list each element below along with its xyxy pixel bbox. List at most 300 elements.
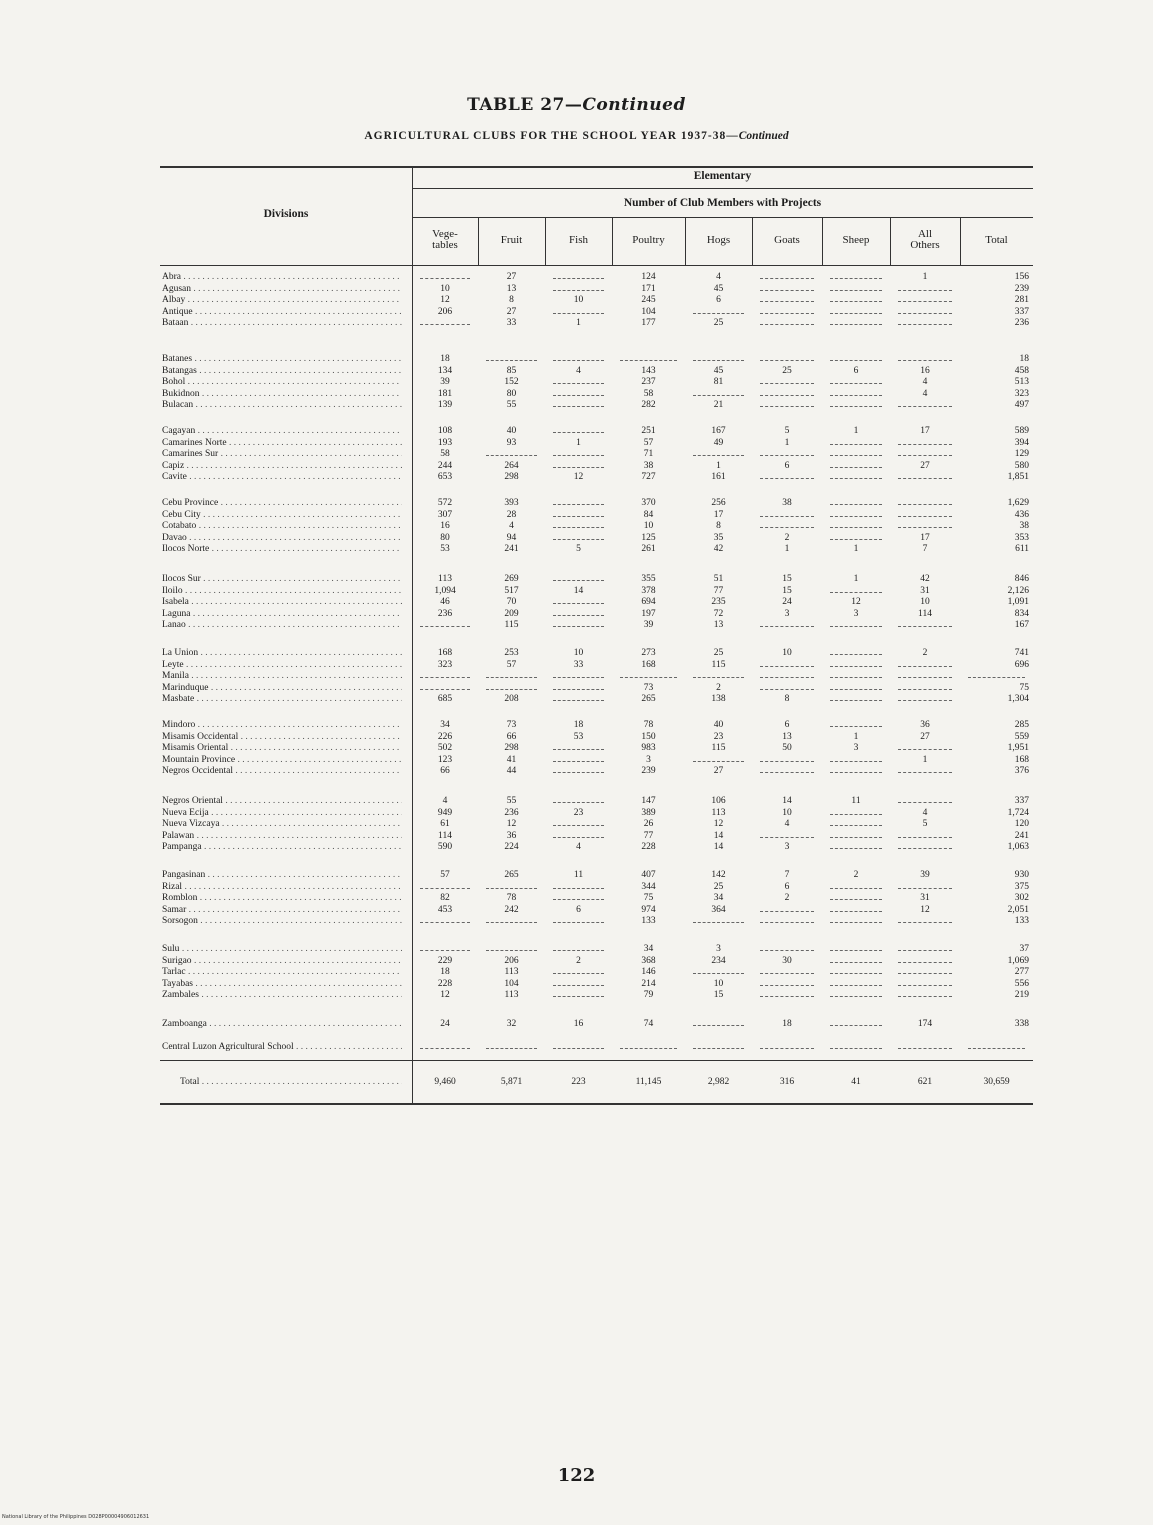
table-cell: 502 [437,743,453,753]
table-cell: 10 [920,597,930,607]
table-cell: 580 [1014,460,1029,471]
table-cell: 73 [506,720,517,730]
table-cell: 77 [643,830,654,841]
table-cell: 27 [713,766,724,776]
empty-cell-dash [968,1048,1025,1049]
table-cell: 12 [506,819,517,829]
table-cell: 113 [504,990,519,1000]
table-cell: 1 [576,437,581,448]
table-cell: 2 [922,648,928,658]
table-cell: 1 [784,544,790,554]
empty-cell-dash [553,996,604,997]
table-cell: 2,051 [1007,904,1029,915]
table-cell: 75 [643,893,654,903]
empty-cell-dash [898,455,952,456]
table-cell: 611 [1015,544,1029,554]
empty-cell-dash [830,825,882,826]
empty-cell-dash [760,973,814,974]
table-cell: 167 [1014,620,1029,630]
table-cell: 152 [504,377,519,387]
table-cell: 25 [713,881,724,892]
empty-cell-dash [760,761,814,762]
division-name: Ilocos Norte . . . [162,543,402,555]
table-cell: 13 [782,731,792,742]
table-cell: 24 [440,1019,450,1029]
table-cell: 694 [641,597,656,607]
empty-cell-dash [898,700,952,701]
empty-cell-dash [760,689,814,690]
empty-cell-dash [898,478,952,479]
total-cell: 30,659 [983,1077,1010,1087]
division-name: Sorsogon . . . [162,915,402,927]
empty-cell-dash [693,677,744,678]
table-cell: 27 [506,272,517,282]
table-cell: 44 [506,766,517,776]
table-cell: 355 [641,574,656,584]
table-cell: 234 [711,955,726,966]
table-cell: 394 [1014,437,1029,448]
division-name: Marinduque . . . [162,682,402,694]
table-cell: 74 [643,1019,654,1029]
table-cell: 73 [643,682,654,693]
table-cell: 393 [504,498,519,508]
empty-cell-dash [486,360,537,361]
empty-cell-dash [760,985,814,986]
division-name: Negros Occidental . . . [162,765,402,777]
empty-cell-dash [693,313,744,314]
table-cell: 39 [643,620,654,630]
total-cell: 2,982 [707,1077,730,1087]
table-cell: 228 [641,842,656,852]
table-cell: 13 [713,620,724,630]
table-title [0,95,1153,115]
empty-cell-dash [760,478,814,479]
division-name: Cebu Province . . . [162,497,402,509]
table-cell: 559 [1014,731,1029,742]
table-cell: 18 [573,720,584,730]
table-cell: 11 [573,870,584,880]
empty-cell-dash [760,527,814,528]
table-cell: 24 [782,597,792,607]
table-cell: 77 [713,585,724,596]
table-cell: 25 [782,365,792,376]
empty-cell-dash [898,996,952,997]
empty-cell-dash [898,626,952,627]
table-cell: 3 [853,743,859,753]
empty-cell-dash [830,395,882,396]
empty-cell-dash [760,278,814,279]
table-cell: 353 [1014,532,1029,543]
table-cell: 31 [920,893,930,903]
empty-cell-dash [830,383,882,384]
table-cell: 12 [851,597,861,607]
empty-cell-dash [553,749,604,750]
table-cell: 18 [1019,354,1029,364]
footer-credit: National Library of the Philippines D028P00004906012631 [2,1514,150,1520]
table-cell: 146 [641,967,656,977]
empty-cell-dash [620,1048,677,1049]
table-cell: 302 [1014,893,1029,903]
table-cell: 5 [784,426,790,436]
table-cell: 147 [641,796,656,806]
division-name: Albay . . . [162,294,402,306]
table-subtitle [0,130,1153,142]
table-cell: 949 [437,807,453,818]
empty-cell-dash [830,761,882,762]
empty-cell-dash [486,689,537,690]
empty-cell-dash [898,290,952,291]
table-cell: 16 [573,1019,584,1029]
empty-cell-dash [486,455,537,456]
table-cell: 168 [437,648,453,658]
empty-cell-dash [486,922,537,923]
column-header: Fruit [500,234,523,246]
page-number: 122 [557,1465,596,1486]
table-cell: 285 [1014,720,1029,730]
table-cell: 10 [440,283,450,294]
table-cell: 17 [713,509,724,520]
empty-cell-dash [553,603,604,604]
table-cell: 8 [784,694,790,704]
table-cell: 6 [784,881,790,892]
empty-cell-dash [553,527,604,528]
table-cell: 12 [920,904,930,915]
table-cell: 34 [643,944,654,954]
table-cell: 134 [437,365,453,376]
empty-cell-dash [830,278,882,279]
division-name: Lanao . . . [162,619,402,631]
table-cell: 1 [922,272,928,282]
division-name: Sulu . . . [162,943,402,955]
empty-cell-dash [830,1025,882,1026]
table-cell: 93 [506,437,517,448]
empty-cell-dash [898,837,952,838]
table-cell: 206 [437,306,453,317]
empty-cell-dash [830,700,882,701]
table-cell: 133 [641,916,656,926]
table-cell: 3 [784,842,790,852]
empty-cell-dash [553,950,604,951]
table-cell: 55 [506,400,517,410]
table-cell: 15 [713,990,724,1000]
empty-cell-dash [553,772,604,773]
table-cell: 265 [641,694,656,704]
table-cell: 51 [713,574,724,584]
table-cell: 256 [711,498,726,508]
empty-cell-dash [830,290,882,291]
division-name: Bukidnon . . . [162,388,402,400]
division-name: Camarines Norte . . . [162,437,402,449]
table-cell: 1,629 [1007,498,1029,508]
division-name: Leyte . . . [162,659,402,671]
table-cell: 113 [438,574,452,584]
table-cell: 4 [576,365,581,376]
table-cell: 36 [506,830,517,841]
table-cell: 58 [643,388,654,399]
table-cell: 193 [437,437,453,448]
table-cell: 33 [573,659,584,670]
empty-cell-dash [553,837,604,838]
empty-cell-dash [486,950,537,951]
empty-cell-dash [553,406,604,407]
table-cell: 344 [641,881,656,892]
division-name: Bohol . . . [162,376,402,388]
division-name: Mountain Province . . . [162,754,402,766]
table-cell: 741 [1014,648,1029,658]
table-cell: 28 [506,509,517,520]
table-cell: 375 [1014,881,1029,892]
table-cell: 171 [641,283,656,294]
table-cell: 115 [711,743,726,753]
table-cell: 4 [922,377,928,387]
total-cell: 223 [571,1077,586,1087]
table-cell: 55 [506,796,517,806]
empty-cell-dash [553,985,604,986]
table-cell: 235 [711,597,726,607]
table-cell: 79 [643,990,654,1000]
division-name: Negros Oriental . . . [162,795,402,807]
empty-cell-dash [898,666,952,667]
column-header: Vege- tables [432,228,458,251]
table-cell: 6 [716,295,721,305]
division-name: Misamis Occidental . . . [162,731,402,743]
table-cell: 378 [641,585,656,596]
table-bottom-rule [160,1103,1033,1105]
empty-cell-dash [486,677,537,678]
empty-cell-dash [898,962,952,963]
table-cell: 37 [1019,944,1029,954]
division-name: Zamboanga . . . [162,1018,402,1030]
table-cell: 14 [713,842,724,852]
empty-cell-dash [760,313,814,314]
table-cell: 13 [506,283,517,294]
table-cell: 8 [509,295,514,305]
total-cell: 5,871 [500,1077,523,1087]
table-cell: 78 [506,893,517,903]
table-cell: 323 [1014,388,1029,399]
empty-cell-dash [830,837,882,838]
column-rule [685,217,686,265]
empty-cell-dash [693,395,744,396]
subgroup-header: Number of Club Members with Projects [623,197,822,209]
empty-cell-dash [830,973,882,974]
table-cell: 197 [641,608,656,619]
table-cell: 1,094 [434,585,456,596]
empty-cell-dash [420,888,470,889]
table-cell: 14 [573,585,584,596]
table-cell: 277 [1014,967,1029,977]
column-header: Fish [569,234,588,246]
table-cell: 46 [440,597,450,607]
table-cell: 214 [641,978,656,989]
empty-cell-dash [760,383,814,384]
table-cell: 139 [437,400,453,410]
empty-cell-dash [553,922,604,923]
empty-cell-dash [553,802,604,803]
division-name: Batanes . . . [162,353,402,365]
empty-cell-dash [898,848,952,849]
empty-cell-dash [898,677,952,678]
division-name: Cagayan . . . [162,425,402,437]
empty-cell-dash [553,383,604,384]
division-name: Davao . . . [162,532,402,544]
table-cell: 364 [711,904,726,915]
table-cell: 4 [922,388,928,399]
table-cell: 244 [437,460,453,471]
table-cell: 82 [440,893,450,903]
division-name: Bataan . . . [162,317,402,329]
column-rule [545,217,546,265]
empty-cell-dash [830,504,882,505]
table-cell: 78 [643,720,654,730]
table-cell: 368 [641,955,656,966]
division-name: Abra . . . [162,271,402,283]
table-cell: 206 [504,955,519,966]
table-cell: 12 [713,819,724,829]
table-cell: 1 [922,754,928,765]
table-cell: 50 [782,743,792,753]
table-cell: 653 [437,472,453,482]
table-cell: 1 [853,426,859,436]
empty-cell-dash [486,888,537,889]
empty-cell-dash [760,666,814,667]
division-name: Romblon . . . [162,892,402,904]
table-cell: 2 [853,870,859,880]
table-cell: 4 [442,796,448,806]
division-name: Misamis Oriental . . . [162,742,402,754]
empty-cell-dash [898,444,952,445]
division-name: Capiz . . . [162,460,402,472]
empty-cell-dash [693,455,744,456]
table-cell: 229 [437,955,453,966]
empty-cell-dash [830,592,882,593]
table-cell: 168 [1014,754,1029,765]
empty-cell-dash [898,313,952,314]
table-cell: 71 [643,449,654,459]
table-cell: 114 [918,608,932,619]
table-cell: 281 [1014,295,1029,305]
division-name: Camarines Sur . . . [162,448,402,460]
table-cell: 436 [1014,509,1029,520]
table-cell: 113 [504,967,519,977]
subgroup-rule [412,217,1033,218]
table-cell: 66 [440,766,450,776]
empty-cell-dash [830,313,882,314]
table-cell: 161 [711,472,726,482]
table-cell: 70 [506,597,517,607]
table-cell: 10 [782,807,792,818]
table-cell: 80 [440,532,450,543]
division-name: Mindoro . . . [162,719,402,731]
table-cell: 589 [1014,426,1029,436]
table-cell: 94 [506,532,517,543]
table-cell: 696 [1014,659,1029,670]
empty-cell-dash [553,626,604,627]
table-cell: 12 [440,295,450,305]
table-cell: 556 [1014,978,1029,989]
empty-cell-dash [898,749,952,750]
empty-cell-dash [830,677,882,678]
empty-cell-dash [830,911,882,912]
table-cell: 12 [573,472,584,482]
table-cell: 1 [576,318,581,328]
table-cell: 2,126 [1007,585,1029,596]
total-label: Total . . . [180,1076,402,1088]
table-cell: 3 [646,754,651,765]
table-cell: 81 [713,377,724,387]
empty-cell-dash [553,432,604,433]
table-cell: 104 [641,306,656,317]
total-cell: 316 [779,1077,795,1087]
table-cell: 10 [643,521,654,531]
column-header-rule [160,265,1033,266]
table-cell: 264 [504,460,519,471]
table-cell: 846 [1014,574,1029,584]
table-cell: 282 [641,400,656,410]
table-cell: 497 [1014,400,1029,410]
empty-cell-dash [553,516,604,517]
table-cell: 114 [438,830,452,841]
title-continued: Continued [582,95,686,115]
empty-cell-dash [830,360,882,361]
table-cell: 27 [920,460,930,471]
division-name: Tayabas . . . [162,978,402,990]
empty-cell-dash [898,973,952,974]
empty-cell-dash [420,278,470,279]
column-rule [822,217,823,265]
table-cell: 376 [1014,766,1029,776]
empty-cell-dash [830,922,882,923]
table-cell: 142 [711,870,726,880]
table-cell: 241 [1014,830,1029,841]
table-cell: 10 [782,648,792,658]
column-header: Goats [774,234,800,246]
table-cell: 6 [853,365,859,376]
division-name: Iloilo . . . [162,585,402,597]
subtitle-continued: Continued [738,130,789,142]
division-name: La Union . . . [162,647,402,659]
empty-cell-dash [553,899,604,900]
table-cell: 1,063 [1007,842,1029,852]
table-cell: 168 [641,659,656,670]
table-cell: 177 [641,318,656,328]
table-cell: 407 [641,870,656,880]
table-cell: 4 [576,842,581,852]
table-cell: 253 [504,648,519,658]
divisions-header: Divisions [263,208,309,220]
table-cell: 84 [643,509,654,520]
table-cell: 23 [573,807,584,818]
empty-cell-dash [898,950,952,951]
table-cell: 38 [1019,521,1029,531]
table-cell: 1 [853,731,859,742]
table-cell: 36 [920,720,930,730]
empty-cell-dash [898,985,952,986]
division-name: Palawan . . . [162,830,402,842]
table-cell: 298 [504,472,519,482]
column-rule [752,217,753,265]
table-cell: 974 [641,904,656,915]
division-name: Bulacan . . . [162,399,402,411]
division-name: Samar . . . [162,904,402,916]
empty-cell-dash [760,950,814,951]
empty-cell-dash [553,825,604,826]
table-cell: 174 [917,1019,933,1029]
empty-cell-dash [760,324,814,325]
table-cell: 237 [641,377,656,387]
division-name: Laguna . . . [162,608,402,620]
empty-cell-dash [830,848,882,849]
